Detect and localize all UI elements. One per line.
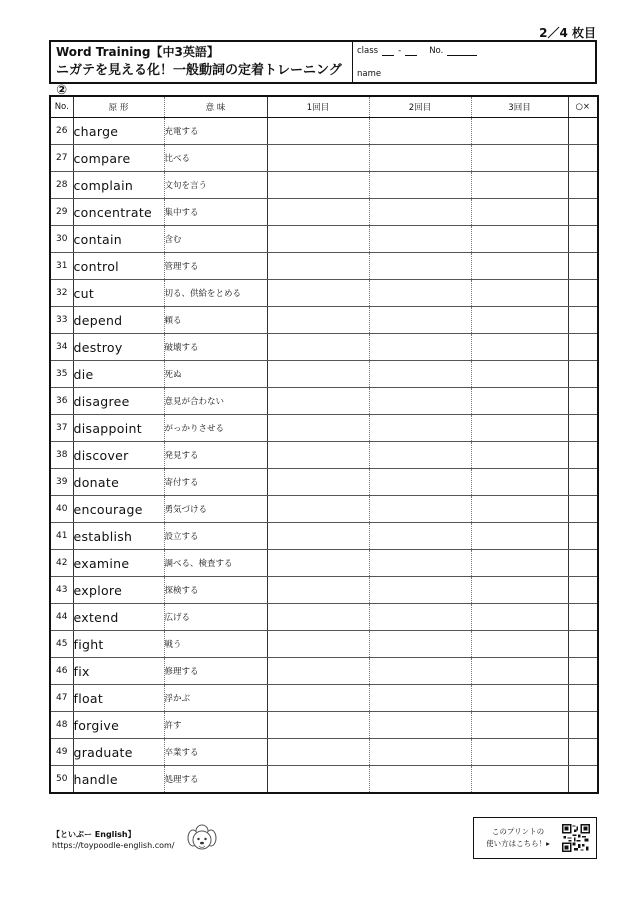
answer-cell-try2[interactable] <box>369 577 471 604</box>
word-cell: control <box>73 253 164 280</box>
answer-cell-try1[interactable] <box>267 226 369 253</box>
table-row <box>50 469 598 496</box>
answer-cell-try2[interactable] <box>369 658 471 685</box>
meaning-cell: 卒業する <box>164 739 267 766</box>
meaning-cell: 頼る <box>164 307 267 334</box>
answer-cell-try1[interactable] <box>267 712 369 739</box>
result-cell[interactable] <box>568 118 598 145</box>
meaning-cell: 広げる <box>164 604 267 631</box>
row-number: 39 <box>50 469 73 496</box>
word-cell: fight <box>73 631 164 658</box>
answer-cell-try2[interactable] <box>369 172 471 199</box>
class-field <box>357 45 591 56</box>
answer-cell-try3[interactable] <box>471 361 568 388</box>
word-cell: fix <box>73 658 164 685</box>
table-row <box>50 307 598 334</box>
table-row <box>50 253 598 280</box>
row-number: 40 <box>50 496 73 523</box>
table-row <box>50 739 598 766</box>
table-header-row <box>50 96 598 118</box>
row-number: 47 <box>50 685 73 712</box>
meaning-cell: 集中する <box>164 199 267 226</box>
word-cell: handle <box>73 766 164 794</box>
table-row <box>50 685 598 712</box>
header-title-block <box>51 42 353 98</box>
answer-cell-try2[interactable] <box>369 766 471 794</box>
result-cell[interactable] <box>568 712 598 739</box>
word-table <box>49 95 599 794</box>
result-cell[interactable] <box>568 550 598 577</box>
answer-cell-try3[interactable] <box>471 307 568 334</box>
result-cell[interactable] <box>568 388 598 415</box>
answer-cell-try3[interactable] <box>471 280 568 307</box>
answer-cell-try1[interactable] <box>267 685 369 712</box>
answer-cell-try1[interactable] <box>267 766 369 794</box>
answer-cell-try1[interactable] <box>267 199 369 226</box>
table-row <box>50 577 598 604</box>
table-row <box>50 496 598 523</box>
col-header-try1: 1回目 <box>267 96 369 118</box>
page-number: 2／4 枚目 <box>539 26 596 40</box>
help-line-2: 使い方はこちら！▸ <box>486 839 550 848</box>
answer-cell-try3[interactable] <box>471 604 568 631</box>
answer-cell-try3[interactable] <box>471 253 568 280</box>
answer-cell-try1[interactable] <box>267 631 369 658</box>
table-row <box>50 523 598 550</box>
help-link-box[interactable] <box>473 817 597 859</box>
answer-cell-try3[interactable] <box>471 118 568 145</box>
answer-cell-try3[interactable] <box>471 739 568 766</box>
answer-cell-try1[interactable] <box>267 739 369 766</box>
answer-cell-try2[interactable] <box>369 469 471 496</box>
answer-cell-try1[interactable] <box>267 496 369 523</box>
answer-cell-try3[interactable] <box>471 658 568 685</box>
row-number: 43 <box>50 577 73 604</box>
result-cell[interactable] <box>568 253 598 280</box>
answer-cell-try1[interactable] <box>267 604 369 631</box>
table-row <box>50 199 598 226</box>
result-cell[interactable] <box>568 415 598 442</box>
meaning-cell: がっかりさせる <box>164 415 267 442</box>
col-header-result: ○× <box>568 96 598 118</box>
row-number: 46 <box>50 658 73 685</box>
answer-cell-try3[interactable] <box>471 226 568 253</box>
row-number: 26 <box>50 118 73 145</box>
answer-cell-try3[interactable] <box>471 631 568 658</box>
no-label: No. <box>429 46 444 56</box>
word-cell: examine <box>73 550 164 577</box>
result-cell[interactable] <box>568 442 598 469</box>
meaning-cell: 切る、供給をとめる <box>164 280 267 307</box>
answer-cell-try3[interactable] <box>471 469 568 496</box>
result-cell[interactable] <box>568 739 598 766</box>
row-number: 29 <box>50 199 73 226</box>
meaning-cell: 文句を言う <box>164 172 267 199</box>
row-number: 33 <box>50 307 73 334</box>
meaning-cell: 処理する <box>164 766 267 794</box>
answer-cell-try2[interactable] <box>369 550 471 577</box>
answer-cell-try3[interactable] <box>471 145 568 172</box>
result-cell[interactable] <box>568 766 598 794</box>
answer-cell-try3[interactable] <box>471 550 568 577</box>
answer-cell-try2[interactable] <box>369 712 471 739</box>
row-number: 36 <box>50 388 73 415</box>
result-cell[interactable] <box>568 685 598 712</box>
meaning-cell: 許す <box>164 712 267 739</box>
table-row <box>50 145 598 172</box>
result-cell[interactable] <box>568 199 598 226</box>
answer-cell-try2[interactable] <box>369 118 471 145</box>
row-number: 41 <box>50 523 73 550</box>
meaning-cell: 管理する <box>164 253 267 280</box>
result-cell[interactable] <box>568 577 598 604</box>
word-cell: cut <box>73 280 164 307</box>
answer-cell-try1[interactable] <box>267 442 369 469</box>
student-number-blank[interactable] <box>447 45 477 56</box>
table-row <box>50 415 598 442</box>
table-row <box>50 334 598 361</box>
word-cell: donate <box>73 469 164 496</box>
answer-cell-try1[interactable] <box>267 550 369 577</box>
answer-cell-try2[interactable] <box>369 145 471 172</box>
row-number: 35 <box>50 361 73 388</box>
answer-cell-try1[interactable] <box>267 415 369 442</box>
meaning-cell: 発見する <box>164 442 267 469</box>
answer-cell-try1[interactable] <box>267 469 369 496</box>
answer-cell-try2[interactable] <box>369 280 471 307</box>
class-blank[interactable] <box>382 45 394 56</box>
answer-cell-try1[interactable] <box>267 658 369 685</box>
word-cell: concentrate <box>73 199 164 226</box>
row-number: 30 <box>50 226 73 253</box>
answer-cell-try2[interactable] <box>369 739 471 766</box>
row-number: 42 <box>50 550 73 577</box>
answer-cell-try3[interactable] <box>471 172 568 199</box>
answer-cell-try3[interactable] <box>471 415 568 442</box>
answer-cell-try3[interactable] <box>471 523 568 550</box>
answer-cell-try1[interactable] <box>267 577 369 604</box>
col-header-meaning: 意 味 <box>164 96 267 118</box>
student-info-block <box>353 42 595 82</box>
word-cell: forgive <box>73 712 164 739</box>
table-row <box>50 361 598 388</box>
word-cell: extend <box>73 604 164 631</box>
answer-cell-try3[interactable] <box>471 388 568 415</box>
table-row <box>50 766 598 794</box>
answer-cell-try2[interactable] <box>369 523 471 550</box>
table-row <box>50 631 598 658</box>
result-cell[interactable] <box>568 226 598 253</box>
answer-cell-try3[interactable] <box>471 442 568 469</box>
help-text <box>474 826 562 850</box>
worksheet-header <box>49 40 597 98</box>
answer-cell-try3[interactable] <box>471 496 568 523</box>
meaning-cell: 比べる <box>164 145 267 172</box>
col-header-word: 原 形 <box>73 96 164 118</box>
result-cell[interactable] <box>568 145 598 172</box>
table-row <box>50 550 598 577</box>
answer-cell-try2[interactable] <box>369 496 471 523</box>
row-number: 32 <box>50 280 73 307</box>
name-label: name <box>357 69 382 79</box>
word-cell: contain <box>73 226 164 253</box>
word-cell: discover <box>73 442 164 469</box>
brand-name: 【といぷー English】 <box>52 830 136 839</box>
answer-cell-try3[interactable] <box>471 199 568 226</box>
meaning-cell: 勇気づける <box>164 496 267 523</box>
result-cell[interactable] <box>568 172 598 199</box>
row-number: 48 <box>50 712 73 739</box>
row-number: 50 <box>50 766 73 794</box>
answer-cell-try2[interactable] <box>369 334 471 361</box>
meaning-cell: 破壊する <box>164 334 267 361</box>
brand-url[interactable]: https://toypoodle-english.com/ <box>52 841 175 850</box>
row-number: 28 <box>50 172 73 199</box>
result-cell[interactable] <box>568 604 598 631</box>
col-header-try3: 3回目 <box>471 96 568 118</box>
answer-cell-try2[interactable] <box>369 631 471 658</box>
answer-cell-try2[interactable] <box>369 685 471 712</box>
word-cell: charge <box>73 118 164 145</box>
result-cell[interactable] <box>568 658 598 685</box>
row-number: 34 <box>50 334 73 361</box>
answer-cell-try2[interactable] <box>369 226 471 253</box>
word-cell: destroy <box>73 334 164 361</box>
table-row <box>50 118 598 145</box>
word-cell: establish <box>73 523 164 550</box>
result-cell[interactable] <box>568 280 598 307</box>
word-cell: graduate <box>73 739 164 766</box>
meaning-cell: 充電する <box>164 118 267 145</box>
worksheet-subtitle: ニガテを見える化！一般動詞の定着トレーニング② <box>56 63 342 98</box>
word-cell: explore <box>73 577 164 604</box>
answer-cell-try1[interactable] <box>267 253 369 280</box>
row-number: 27 <box>50 145 73 172</box>
word-cell: depend <box>73 307 164 334</box>
word-cell: float <box>73 685 164 712</box>
help-line-1: このプリントの <box>491 827 545 836</box>
result-cell[interactable] <box>568 496 598 523</box>
answer-cell-try2[interactable] <box>369 307 471 334</box>
word-cell: complain <box>73 172 164 199</box>
col-header-no: No. <box>50 96 73 118</box>
meaning-cell: 設立する <box>164 523 267 550</box>
class-label: class <box>357 46 379 56</box>
answer-cell-try1[interactable] <box>267 280 369 307</box>
word-cell: encourage <box>73 496 164 523</box>
result-cell[interactable] <box>568 307 598 334</box>
row-number: 45 <box>50 631 73 658</box>
col-header-try2: 2回目 <box>369 96 471 118</box>
result-cell[interactable] <box>568 523 598 550</box>
answer-cell-try2[interactable] <box>369 442 471 469</box>
table-row <box>50 442 598 469</box>
word-cell: disappoint <box>73 415 164 442</box>
meaning-cell: 含む <box>164 226 267 253</box>
answer-cell-try2[interactable] <box>369 415 471 442</box>
meaning-cell: 浮かぶ <box>164 685 267 712</box>
answer-cell-try3[interactable] <box>471 577 568 604</box>
meaning-cell: 戦う <box>164 631 267 658</box>
answer-cell-try3[interactable] <box>471 766 568 794</box>
class-number-blank[interactable] <box>405 45 417 56</box>
result-cell[interactable] <box>568 631 598 658</box>
table-row <box>50 226 598 253</box>
answer-cell-try1[interactable] <box>267 172 369 199</box>
meaning-cell: 探検する <box>164 577 267 604</box>
meaning-cell: 修理する <box>164 658 267 685</box>
answer-cell-try2[interactable] <box>369 388 471 415</box>
answer-cell-try3[interactable] <box>471 685 568 712</box>
answer-cell-try2[interactable] <box>369 199 471 226</box>
meaning-cell: 意見が合わない <box>164 388 267 415</box>
answer-cell-try3[interactable] <box>471 712 568 739</box>
worksheet-title: Word Training【中3英語】 <box>56 45 219 59</box>
word-cell: disagree <box>73 388 164 415</box>
result-cell[interactable] <box>568 334 598 361</box>
qr-code-icon[interactable] <box>562 824 590 852</box>
table-row <box>50 712 598 739</box>
answer-cell-try1[interactable] <box>267 145 369 172</box>
word-cell: die <box>73 361 164 388</box>
meaning-cell: 死ぬ <box>164 361 267 388</box>
poodle-icon <box>186 822 218 856</box>
table-row <box>50 172 598 199</box>
answer-cell-try1[interactable] <box>267 523 369 550</box>
row-number: 31 <box>50 253 73 280</box>
meaning-cell: 調べる、検査する <box>164 550 267 577</box>
row-number: 38 <box>50 442 73 469</box>
table-row <box>50 658 598 685</box>
answer-cell-try1[interactable] <box>267 388 369 415</box>
row-number: 49 <box>50 739 73 766</box>
table-row <box>50 604 598 631</box>
word-cell: compare <box>73 145 164 172</box>
answer-cell-try2[interactable] <box>369 253 471 280</box>
answer-cell-try1[interactable] <box>267 118 369 145</box>
meaning-cell: 寄付する <box>164 469 267 496</box>
table-row <box>50 280 598 307</box>
row-number: 37 <box>50 415 73 442</box>
row-number: 44 <box>50 604 73 631</box>
answer-cell-try1[interactable] <box>267 307 369 334</box>
answer-cell-try1[interactable] <box>267 334 369 361</box>
answer-cell-try3[interactable] <box>471 334 568 361</box>
answer-cell-try2[interactable] <box>369 361 471 388</box>
answer-cell-try1[interactable] <box>267 361 369 388</box>
result-cell[interactable] <box>568 361 598 388</box>
table-row <box>50 388 598 415</box>
answer-cell-try2[interactable] <box>369 604 471 631</box>
result-cell[interactable] <box>568 469 598 496</box>
class-separator: - <box>398 46 402 56</box>
